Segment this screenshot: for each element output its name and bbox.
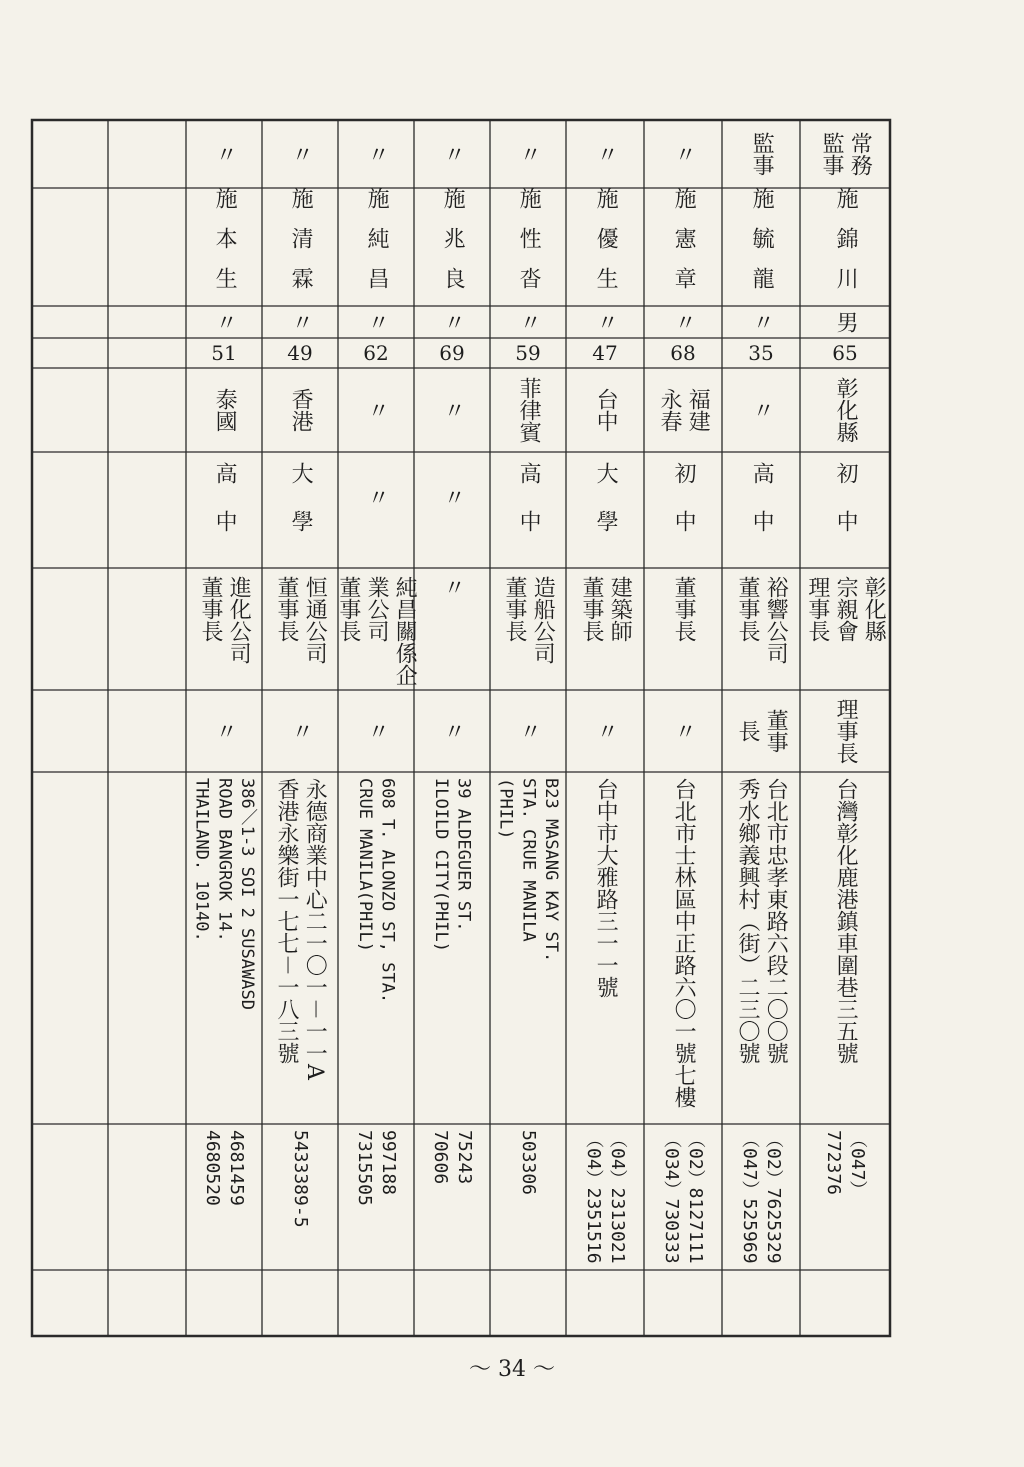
cell-text: 監事 (749, 132, 775, 176)
cell-text: 35 (748, 341, 774, 365)
cell-text: 65 (832, 341, 858, 365)
cell-age (722, 338, 800, 368)
cell-name (644, 188, 722, 306)
cell-text: （047） (846, 1130, 868, 1199)
cell-text: 70606 (430, 1130, 451, 1185)
cell-text: 608 T. ALONZO ST, STA. (377, 778, 398, 1004)
cell-text: 〃 (364, 399, 390, 421)
cell-address (644, 772, 722, 1124)
cell-text: 〃 (593, 143, 619, 165)
cell-gender (490, 306, 566, 338)
cell-origin (262, 368, 338, 452)
cell-text: 772376 (823, 1130, 844, 1196)
cell-origin (566, 368, 644, 452)
cell-text: 大學 (593, 462, 619, 558)
cell-position (338, 120, 414, 188)
cell-name (566, 188, 644, 306)
cell-text: 恒通公司 (302, 576, 328, 664)
cell-text: 68 (670, 341, 696, 365)
cell-education (800, 452, 890, 568)
cell-text: 建築師 (607, 576, 633, 642)
cell-education (414, 452, 490, 568)
cell-occupation (414, 568, 490, 690)
cell-occupation (644, 568, 722, 690)
cell-address (566, 772, 644, 1124)
cell-text: 台北市士林區中正路六〇一號七樓 (671, 778, 697, 1108)
cell-origin (800, 368, 890, 452)
cell-origin (414, 368, 490, 452)
cell-text: 〃 (364, 720, 390, 742)
cell-text: 〃 (749, 311, 775, 333)
cell-text: 裕響公司 (763, 576, 789, 664)
cell-text: （02）7625329 (762, 1130, 784, 1264)
cell-phone (566, 1124, 644, 1270)
cell-name (414, 188, 490, 306)
cell-phone (800, 1124, 890, 1270)
cell-text: （034）730333 (661, 1130, 682, 1264)
cell-text: 董事長 (335, 576, 361, 642)
cell-address (800, 772, 890, 1124)
cell-text: B23 MASANG KAY ST. (541, 778, 562, 963)
cell-text: 〃 (364, 143, 390, 165)
cell-position (490, 120, 566, 188)
cell-phone (490, 1124, 566, 1270)
cell-age (414, 338, 490, 368)
cell-text: 施毓龍 (749, 187, 775, 307)
cell-position (644, 120, 722, 188)
cell-age (262, 338, 338, 368)
cell-title (800, 690, 890, 772)
cell-text: 進化公司 (226, 576, 252, 664)
cell-address (414, 772, 490, 1124)
cell-address (338, 772, 414, 1124)
cell-text: 〃 (440, 143, 466, 165)
cell-text: 長 (735, 720, 760, 742)
cell-age (566, 338, 644, 368)
cell-name (338, 188, 414, 306)
cell-text: 5433389-5 (289, 1130, 311, 1228)
cell-text: 初中 (833, 462, 859, 558)
cell-text: 〃 (671, 720, 697, 742)
cell-text: 造船公司 (530, 576, 556, 664)
cell-education (566, 452, 644, 568)
cell-text: 〃 (440, 399, 466, 421)
cell-text: 〃 (749, 399, 775, 421)
cell-text: 7315505 (354, 1130, 375, 1206)
cell-text: 〃 (593, 311, 619, 333)
cell-text: 彰化縣 (861, 576, 887, 642)
cell-address (490, 772, 566, 1124)
cell-text: （04）2351516 (583, 1130, 604, 1264)
cell-gender (644, 306, 722, 338)
cell-text: 39 ALDEGUER ST. (453, 778, 474, 932)
cell-text: 監事 (819, 132, 844, 176)
cell-text: 〃 (288, 720, 314, 742)
cell-text: 386／1-3 SOI 2 SUSAWASD (237, 778, 258, 1010)
cell-position (414, 120, 490, 188)
cell-text: 香港 (288, 388, 314, 432)
cell-age (490, 338, 566, 368)
cell-phone (644, 1124, 722, 1270)
cell-text: 台灣彰化鹿港鎮車圍巷三五號 (833, 778, 859, 1064)
cell-position (722, 120, 800, 188)
cell-text: 施性沓 (516, 187, 542, 307)
cell-text: ILOILD CITY(PHIL) (431, 778, 451, 952)
cell-occupation (490, 568, 566, 690)
cell-text: ROAD BANGROK 14. (214, 778, 235, 942)
cell-text: THAILAND. 10140. (191, 778, 212, 942)
cell-title (338, 690, 414, 772)
cell-text: 理事長 (804, 576, 830, 642)
cell-gender (262, 306, 338, 338)
cell-occupation (800, 568, 890, 690)
cell-origin (186, 368, 262, 452)
cell-education (722, 452, 800, 568)
cell-occupation (335, 568, 418, 690)
cell-text: 高中 (749, 462, 775, 558)
cell-gender (414, 306, 490, 338)
cell-origin (722, 368, 800, 452)
cell-gender (800, 306, 890, 338)
cell-text: 董事長 (274, 576, 299, 642)
cell-text: 〃 (212, 143, 238, 165)
cell-text: 4681459 (225, 1130, 247, 1206)
cell-address (262, 772, 338, 1124)
cell-phone (186, 1124, 262, 1270)
cell-text: 〃 (288, 143, 314, 165)
cell-education (490, 452, 566, 568)
cell-text: 秀水鄉義興村（街）二三〇號 (735, 778, 760, 1064)
cell-text: 施純昌 (364, 187, 390, 307)
cell-text: 香港永樂街一七七－一八三號 (274, 778, 299, 1065)
cell-title (644, 690, 722, 772)
cell-name (490, 188, 566, 306)
cell-phone (338, 1124, 414, 1270)
cell-text: 福建 (685, 388, 711, 432)
cell-position (262, 120, 338, 188)
cell-text: 〃 (516, 311, 542, 333)
cell-text: 〃 (440, 486, 466, 534)
cell-text: 董事長 (735, 576, 760, 642)
cell-text: 〃 (516, 143, 542, 165)
cell-text: 〃 (364, 311, 390, 333)
cell-text: STA. CRUE MANILA (518, 778, 539, 942)
cell-name (800, 188, 890, 306)
cell-text: 施兆良 (440, 187, 466, 307)
cell-text: 〃 (212, 720, 238, 742)
cell-gender (186, 306, 262, 338)
cell-text: 菲律賓 (516, 377, 542, 443)
cell-text: 施錦川 (833, 187, 859, 307)
cell-text: 997188 (377, 1130, 399, 1196)
cell-name (262, 188, 338, 306)
cell-position (800, 120, 890, 188)
cell-text: 永德商業中心二一〇一－一一A (302, 778, 328, 1080)
cell-text: 62 (363, 341, 389, 365)
cell-text: 施清霖 (288, 187, 314, 307)
cell-text: 〃 (440, 576, 466, 598)
cell-text: 高中 (516, 462, 542, 558)
cell-text: 董事 (763, 709, 789, 753)
cell-text: 施憲章 (671, 187, 697, 307)
cell-text: 〃 (593, 720, 619, 742)
cell-text: 〃 (440, 720, 466, 742)
cell-text: 〃 (212, 311, 238, 333)
cell-address (186, 772, 262, 1124)
cell-text: 董事長 (579, 576, 604, 642)
cell-text: （02）8127111 (684, 1130, 706, 1264)
cell-text: 宗親會 (833, 576, 859, 642)
cell-age (186, 338, 262, 368)
cell-text: 〃 (440, 311, 466, 333)
cell-text: （04）2313021 (606, 1130, 628, 1264)
cell-text: 4680520 (202, 1130, 223, 1206)
cell-gender (722, 306, 800, 338)
cell-name (722, 188, 800, 306)
cell-education (262, 452, 338, 568)
cell-text: （047）525969 (739, 1130, 760, 1264)
cell-text: 〃 (288, 311, 314, 333)
cell-text: 台中市大雅路三一一號 (593, 778, 619, 998)
cell-education (644, 452, 722, 568)
cell-occupation (262, 568, 338, 690)
cell-name (186, 188, 262, 306)
cell-text: 69 (439, 341, 465, 365)
cell-position (186, 120, 262, 188)
cell-text: 永春 (657, 388, 682, 432)
cell-education (338, 452, 414, 568)
cell-address (722, 772, 800, 1124)
cell-origin (338, 368, 414, 452)
cell-text: 51 (211, 341, 237, 365)
cell-phone (414, 1124, 490, 1270)
page-number: ～ 34 ～ (469, 1357, 555, 1382)
cell-position (566, 120, 644, 188)
cell-title (490, 690, 566, 772)
cell-title (566, 690, 644, 772)
cell-occupation (186, 568, 262, 690)
cell-text: 初中 (671, 462, 697, 558)
cell-text: 59 (515, 341, 541, 365)
cell-text: 彰化縣 (833, 377, 859, 443)
cell-text: 〃 (671, 311, 697, 333)
cell-text: 業公司 (364, 576, 390, 642)
cell-age (338, 338, 414, 368)
cell-occupation (722, 568, 800, 690)
cell-gender (566, 306, 644, 338)
cell-text: 〃 (364, 486, 390, 534)
cell-text: CRUE MANILA(PHIL) (355, 778, 375, 952)
cell-text: 503306 (517, 1130, 539, 1196)
cell-text: 施優生 (593, 187, 619, 307)
cell-phone (722, 1124, 800, 1270)
cell-text: 董事長 (198, 576, 223, 642)
cell-age (800, 338, 890, 368)
cell-text: 〃 (671, 143, 697, 165)
cell-text: 47 (592, 341, 618, 365)
cell-text: 49 (287, 341, 313, 365)
cell-title (186, 690, 262, 772)
cell-text: 75243 (453, 1130, 475, 1185)
cell-text: 常務 (847, 132, 873, 176)
cell-text: 理事長 (833, 698, 859, 764)
cell-text: 董事長 (671, 576, 697, 642)
cell-text: 純昌關係企 (392, 576, 418, 686)
cell-title (262, 690, 338, 772)
cell-title (722, 690, 800, 772)
cell-occupation (566, 568, 644, 690)
cell-origin (644, 368, 722, 452)
cell-text: 台中 (593, 388, 619, 432)
cell-text: (PHIL) (495, 778, 516, 840)
cell-text: 高中 (212, 462, 238, 558)
cell-age (644, 338, 722, 368)
cell-text: 董事長 (502, 576, 527, 642)
cell-text: 〃 (516, 720, 542, 742)
cell-text: 台北市忠孝東路六段二〇〇號 (763, 778, 789, 1064)
cell-text: 泰國 (212, 388, 238, 432)
cell-origin (490, 368, 566, 452)
cell-phone (262, 1124, 338, 1270)
cell-gender (338, 306, 414, 338)
cell-text: 男 (833, 311, 859, 333)
cell-text: 施本生 (212, 187, 238, 307)
cell-title (414, 690, 490, 772)
cell-education (186, 452, 262, 568)
cell-text: 大學 (288, 462, 314, 558)
